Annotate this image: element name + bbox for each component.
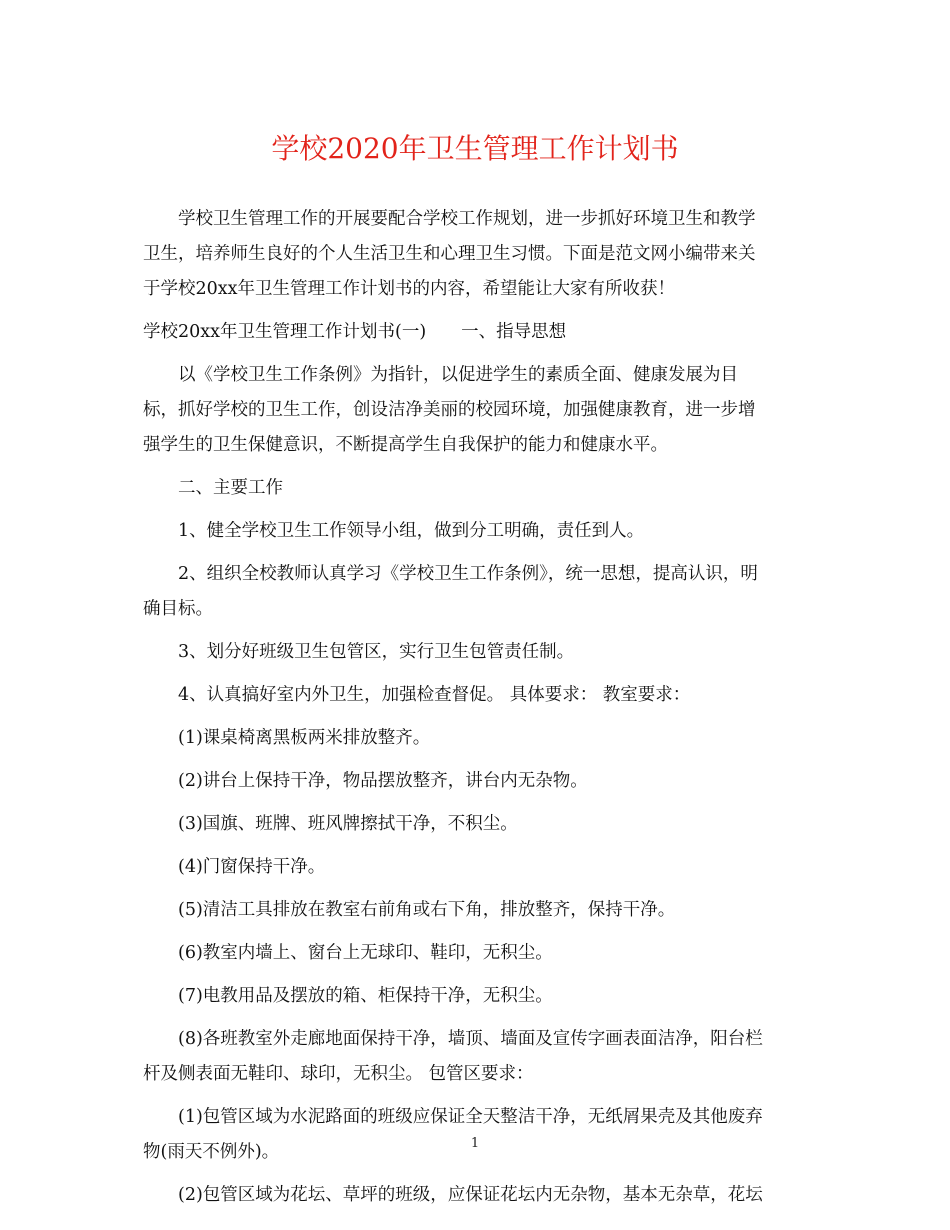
paragraph-line: 3、划分好班级卫生包管区，实行卫生包管责任制。 — [178, 642, 575, 662]
paragraph-line: 2、组织全校教师认真学习《学校卫生工作条例》，统一思想，提高认识，明 — [178, 564, 758, 584]
paragraph-line: 杆及侧表面无鞋印、球印，无积尘。 包管区要求： — [143, 1064, 534, 1084]
paragraph — [143, 202, 808, 307]
paragraph — [143, 315, 808, 350]
paragraph — [143, 557, 808, 627]
document-title: 学校2020年卫生管理工作计划书 — [271, 132, 679, 165]
paragraph — [143, 678, 808, 713]
paragraph — [143, 721, 808, 756]
paragraph — [143, 807, 808, 842]
paragraph-line: 学校卫生管理工作的开展要配合学校工作规划，进一步抓好环境卫生和教学 — [178, 209, 756, 229]
paragraph-line: (4)门窗保持干净。 — [178, 857, 326, 877]
paragraph-line: (2)包管区域为花坛、草坪的班级，应保证花坛内无杂物，基本无杂草，花坛 — [178, 1185, 763, 1205]
paragraph-line: 于学校20xx年卫生管理工作计划书的内容，希望能让大家有所收获！ — [143, 279, 676, 299]
paragraph-line: (7)电教用品及摆放的箱、柜保持干净，无积尘。 — [178, 986, 553, 1006]
paragraph-line: 标，抓好学校的卫生工作，创设洁净美丽的校园环境，加强健康教育，进一步增 — [143, 400, 756, 420]
paragraph — [143, 979, 808, 1014]
paragraph-line: 1、健全学校卫生工作领导小组，做到分工明确，责任到人。 — [178, 521, 645, 541]
paragraph — [143, 893, 808, 928]
paragraph-line: 学校20xx年卫生管理工作计划书(一) 一、指导思想 — [143, 322, 567, 342]
paragraph-line: (1)课桌椅离黑板两米排放整齐。 — [178, 728, 431, 748]
paragraph — [143, 1022, 808, 1092]
paragraph-line: 二、主要工作 — [178, 478, 283, 498]
paragraph-line: (3)国旗、班牌、班风牌擦拭干净，不积尘。 — [178, 814, 518, 834]
paragraph-line: (1)包管区域为水泥路面的班级应保证全天整洁干净，无纸屑果壳及其他废弃 — [178, 1107, 763, 1127]
paragraph — [143, 1100, 808, 1170]
paragraph-line: 4、认真搞好室内外卫生，加强检查督促。 具体要求： 教室要求： — [178, 685, 691, 705]
paragraph-line: (2)讲台上保持干净，物品摆放整齐，讲台内无杂物。 — [178, 771, 588, 791]
paragraph — [143, 936, 808, 971]
document-body — [143, 202, 808, 1221]
paragraph — [143, 850, 808, 885]
paragraph — [143, 358, 808, 463]
paragraph-line: (8)各班教室外走廊地面保持干净，墙顶、墙面及宣传字画表面洁净，阳台栏 — [178, 1029, 763, 1049]
page-number: 1 — [470, 1136, 480, 1151]
paragraph — [143, 635, 808, 670]
paragraph — [143, 471, 808, 506]
paragraph — [143, 514, 808, 549]
paragraph — [143, 764, 808, 799]
paragraph-line: 确目标。 — [143, 599, 213, 619]
paragraph-line: 强学生的卫生保健意识，不断提高学生自我保护的能力和健康水平。 — [143, 435, 668, 455]
paragraph-line: 卫生，培养师生良好的个人生活卫生和心理卫生习惯。下面是范文网小编带来关 — [143, 244, 756, 264]
paragraph — [143, 1178, 808, 1213]
paragraph-line: (5)清洁工具排放在教室右前角或右下角，排放整齐，保持干净。 — [178, 900, 676, 920]
paragraph-line: 以《学校卫生工作条例》为指针，以促进学生的素质全面、健康发展为目 — [178, 365, 738, 385]
paragraph-line: (6)教室内墙上、窗台上无球印、鞋印，无积尘。 — [178, 943, 553, 963]
paragraph-line: 物(雨天不例外)。 — [143, 1142, 280, 1162]
